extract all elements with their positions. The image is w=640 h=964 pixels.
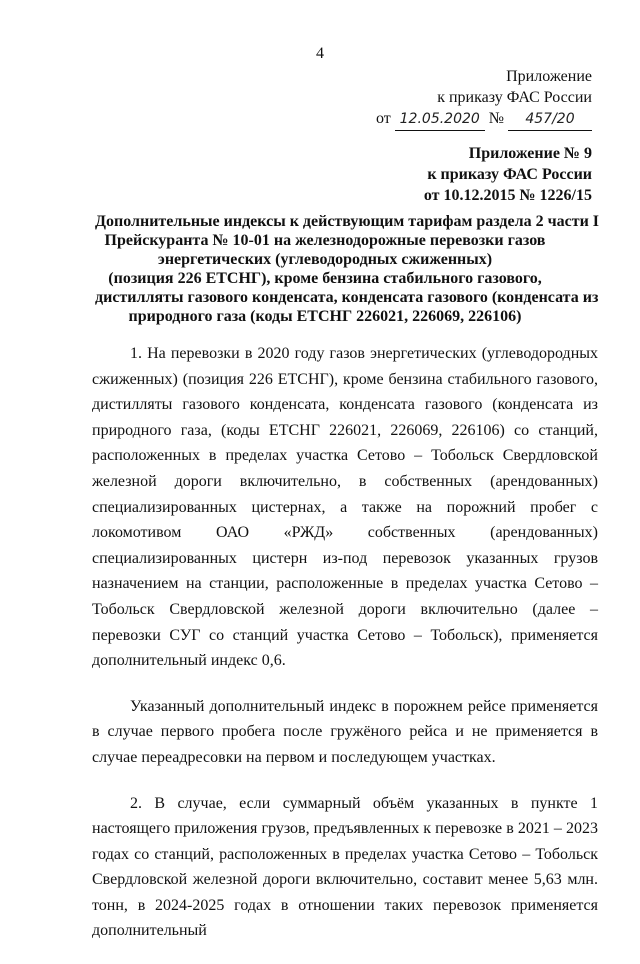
- appendix-header: [376, 66, 592, 131]
- document-body: [92, 341, 598, 964]
- appendix9-line1: Приложение № 9: [468, 145, 592, 162]
- paragraph-2: 2. В случае, если суммарный объём указанных в пункте 1 настоящего приложения грузов, предъявленных к перевозке в 2021 – 2023 годах со станций, расположенных в пределах участка Сетово – Тобольск Свердловской железной дороги включительно, составит менее 5,63 млн. тонн, в 2024-2025 годах в отношении таких перевозок применяется дополнительный: [92, 794, 598, 940]
- date-prefix: от: [375, 110, 391, 127]
- title-line: (позиция 226 ЕТСНГ), кроме бензина стабильного газового,: [108, 270, 542, 287]
- title-line: Дополнительные индексы к действующим тарифам раздела 2 части I: [95, 213, 600, 230]
- title-line: энергетических (углеводородных сжиженных): [157, 251, 493, 268]
- paragraph-1-note: Указанный дополнительный индекс в порожнем рейсе применяется в случае первого пробега после гружёного рейса и не применяется в случае переадресовки на первом и последующем участках.: [92, 697, 598, 766]
- paragraph-1: 1. На перевозки в 2020 году газов энергетических (углеводородных сжиженных) (позиция 226 ЕТСНГ), кроме бензина стабильного газового, дистилляты газового конденсата, конденсата газового (конденсата из природного газа, (коды ЕТСНГ 226021, 226069, 226106) со станций, расположенных в пределах участка Сетово – Тобольск Свердловской железной дороги включительно, в собственных (арендованных) специализированных цистернах, а также на порожний пробег с локомотивом ОАО «РЖД» собственных (арендованных) специализированных цистерн из-под перевозок указанных грузов назначением на станции, расположенные в пределах участка Сетово – Тобольск Свердловской железной дороги включительно (далее – перевозки СУГ со станций участка Сетово – Тобольск), применяется дополнительный индекс 0,6.: [92, 345, 598, 670]
- appendix9-line2: к приказу ФАС России: [427, 166, 592, 183]
- appendix9-header: [424, 143, 592, 206]
- appendix-date-line: [376, 108, 592, 131]
- title-line: дистилляты газового конденсата, конденсата газового (конденсата из: [95, 289, 599, 306]
- title-line: природного газа (коды ЕТСНГ 226021, 226069, 226106): [128, 308, 522, 325]
- document-title: [95, 212, 600, 326]
- page-number: 4: [316, 45, 324, 62]
- appendix-line2: к приказу ФАС России: [437, 89, 592, 106]
- title-line: Прейскуранта № 10-01 на железнодорожные перевозки газов: [104, 232, 546, 249]
- number-prefix: №: [488, 110, 504, 127]
- appendix-line1: Приложение: [506, 68, 592, 85]
- handwritten-number: 457/20: [508, 109, 592, 131]
- handwritten-date: 12.05.2020: [395, 109, 485, 131]
- appendix9-line3: от 10.12.2015 № 1226/15: [423, 187, 592, 204]
